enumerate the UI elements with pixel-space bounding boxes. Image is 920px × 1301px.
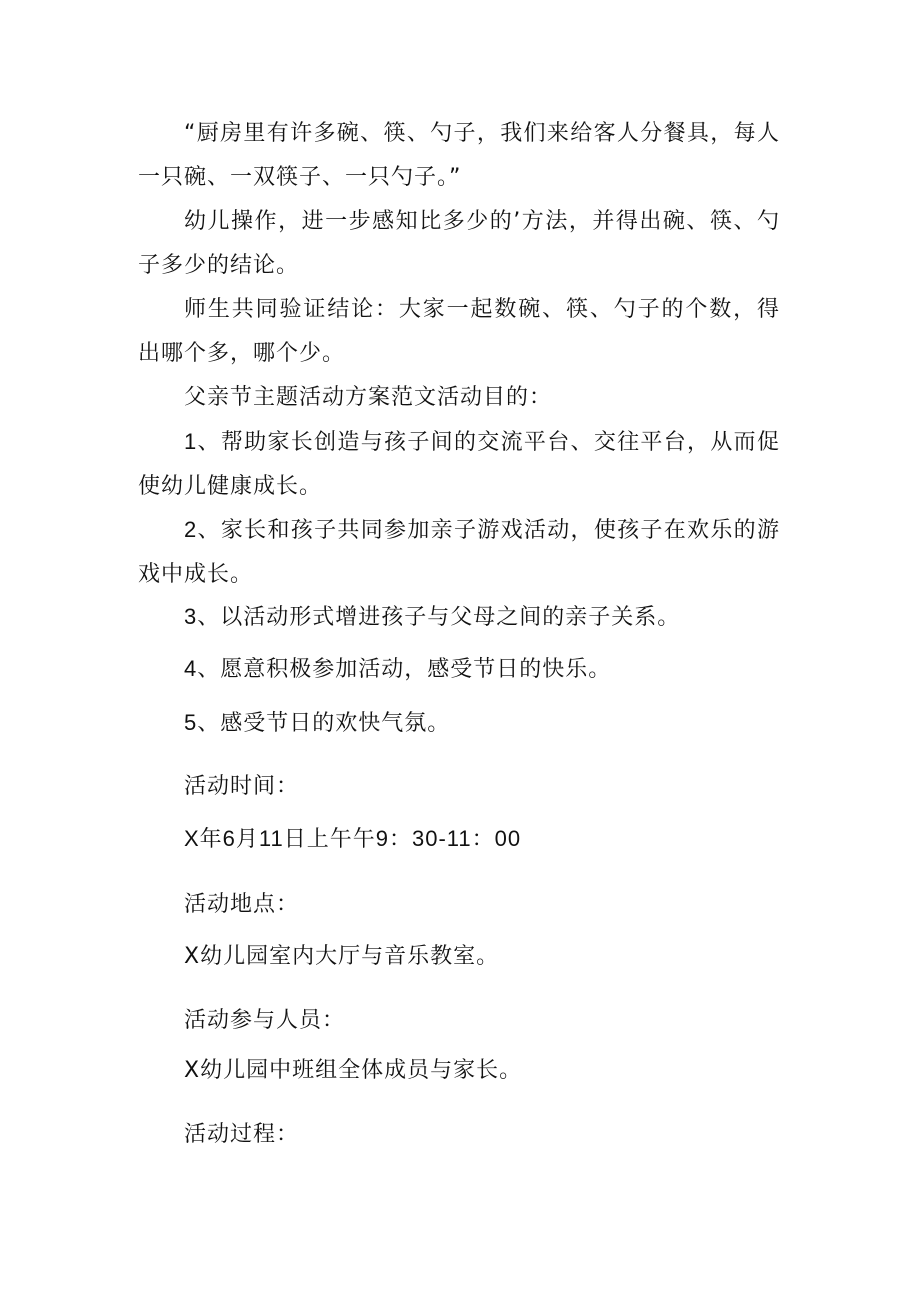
line-goal-5: 5、感受节日的欢快气氛。 <box>184 710 451 735</box>
line-goal-3: 3、以活动形式增进孩子与父母之间的亲子关系。 <box>184 604 681 629</box>
paragraph-activity-purpose-heading: 父亲节主题活动方案范文活动目的： <box>184 385 553 410</box>
line-activity-location-value: X幼儿园室内大厅与音乐教室。 <box>184 944 500 969</box>
line-activity-time-label: 活动时间： <box>184 774 300 799</box>
line-goal-4: 4、愿意积极参加活动，感受节日的快乐。 <box>184 656 612 681</box>
line-activity-location-label: 活动地点： <box>184 892 300 917</box>
paragraph-goal-1: 1、帮助家长创造与孩子间的交流平台、交往平台，从而促使幼儿健康成长。 <box>138 429 780 498</box>
paragraph-verify-conclusion: 师生共同验证结论：大家一起数碗、筷、勺子的个数，得出哪个多，哪个少。 <box>138 297 780 366</box>
line-activity-time-value: X年6月11日上午午9：30-11：00 <box>184 826 522 851</box>
paragraph-tableware-instruction: “厨房里有许多碗、筷、勺子，我们来给客人分餐具，每人一只碗、一双筷子、一只勺子。” <box>138 121 780 190</box>
paragraph-goal-2: 2、家长和孩子共同参加亲子游戏活动，使孩子在欢乐的游戏中成长。 <box>138 517 780 586</box>
line-participants-value: X幼儿园中班组全体成员与家长。 <box>184 1058 523 1083</box>
paragraph-child-operation: 幼儿操作，进一步感知比多少的’方法，并得出碗、筷、勺子多少的结论。 <box>138 209 780 278</box>
line-activity-process-label: 活动过程： <box>184 1122 300 1147</box>
line-participants-label: 活动参与人员： <box>184 1008 346 1033</box>
